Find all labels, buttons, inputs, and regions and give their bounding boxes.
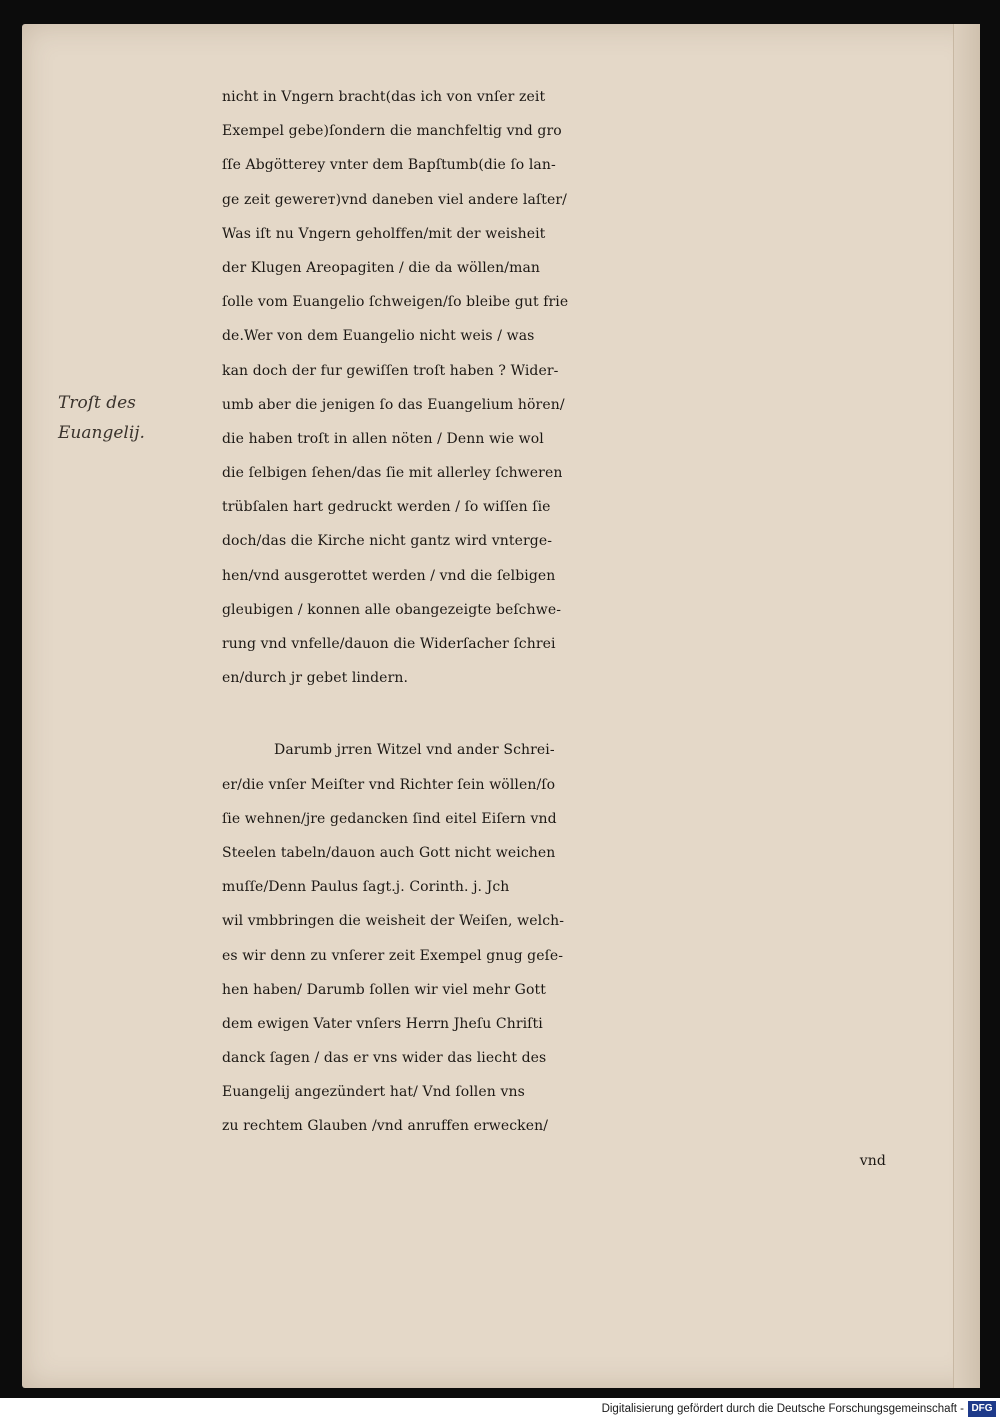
- dfg-logo-icon: DFG: [968, 1401, 996, 1417]
- text-line: zu rechtem Glauben /vnd anruffen erwecken/: [222, 1118, 549, 1135]
- text-line: er/die vnſer Meiſter vnd Richter ſein wöllen/ſo: [222, 776, 556, 793]
- text-line: die ſelbigen ſehen/das ſie mit allerley ſchweren: [222, 465, 563, 482]
- text-line: hen haben/ Darumb ſollen wir viel mehr Gott: [222, 981, 546, 998]
- text-line: die haben troſt in allen nöten / Denn wie wol: [222, 430, 544, 447]
- main-text: [198, 80, 898, 1178]
- text-line: muſſe/Denn Paulus ſagt.j. Corinth. j. Jch: [222, 879, 510, 896]
- paragraph-gap: [198, 695, 898, 733]
- text-line: dem ewigen Vater vnſers Herrn Jheſu Chriſti: [222, 1015, 543, 1032]
- footer-credit: Digitalisierung gefördert durch die Deutsche Forschungsgemeinschaft -: [601, 1403, 964, 1415]
- text-line: Exempel gebe)ſondern die manchfeltig vnd gro: [222, 123, 562, 140]
- paragraph-1: [198, 80, 898, 695]
- text-line: Was iſt nu Vngern geholffen/mit der weisheit: [222, 225, 546, 242]
- text-line: kan doch der fur gewiſſen troſt haben ? Wider-: [222, 362, 559, 379]
- text-line: ſie wehnen/jre gedancken ſind eitel Eiſern vnd: [222, 810, 557, 827]
- text-line: de.Wer von dem Euangelio nicht weis / was: [222, 328, 535, 345]
- text-line: Steelen tabeln/dauon auch Gott nicht weichen: [222, 844, 556, 861]
- margin-note: [58, 388, 188, 448]
- margin-note-line: Euangelij.: [58, 423, 145, 443]
- text-line: hen/vnd ausgerottet werden / vnd die ſelbigen: [222, 567, 556, 584]
- text-line: doch/das die Kirche nicht gantz wird vnterge-: [222, 533, 553, 550]
- margin-note-line: Troſt des: [58, 393, 136, 413]
- text-line: Darumb jrren Witzel vnd ander Schrei-: [274, 742, 555, 759]
- text-line: ge zeit gewerет)vnd daneben viel andere laſter/: [222, 191, 567, 208]
- text-line: en/durch jr gebet lindern.: [222, 670, 409, 687]
- catchword: vnd: [859, 1152, 886, 1169]
- text-line: ſolle vom Euangelio ſchweigen/ſo bleibe gut frie: [222, 294, 569, 311]
- text-line: trübſalen hart gedruckt werden / ſo wiſſen ſie: [222, 499, 551, 516]
- text-line: danck ſagen / das er vns wider das liecht des: [222, 1050, 547, 1067]
- text-line: umb aber die jenigen ſo das Euangelium hören/: [222, 396, 565, 413]
- paragraph-2: [198, 733, 898, 1177]
- text-line: der Klugen Areopagiten / die da wöllen/man: [222, 259, 541, 276]
- text-line: Euangelij angezündert hat/ Vnd ſollen vns: [222, 1084, 525, 1101]
- text-line: rung vnd vnfelle/dauon die Widerſacher ſchrei: [222, 636, 556, 652]
- page-edge: [953, 24, 980, 1388]
- text-line: nicht in Vngern bracht(das ich von vnſer zeit: [222, 89, 546, 105]
- text-line: es wir denn zu vnſerer zeit Exempel gnug geſe-: [222, 947, 564, 964]
- text-line: gleubigen / konnen alle obangezeigte beſchwe-: [222, 601, 562, 618]
- footer-bar: [0, 1398, 1000, 1421]
- text-line: ſſe Abgötterey vnter dem Bapſtumb(die ſo lan-: [222, 157, 556, 174]
- text-line: wil vmbbringen die weisheit der Weiſen, welch-: [222, 913, 565, 930]
